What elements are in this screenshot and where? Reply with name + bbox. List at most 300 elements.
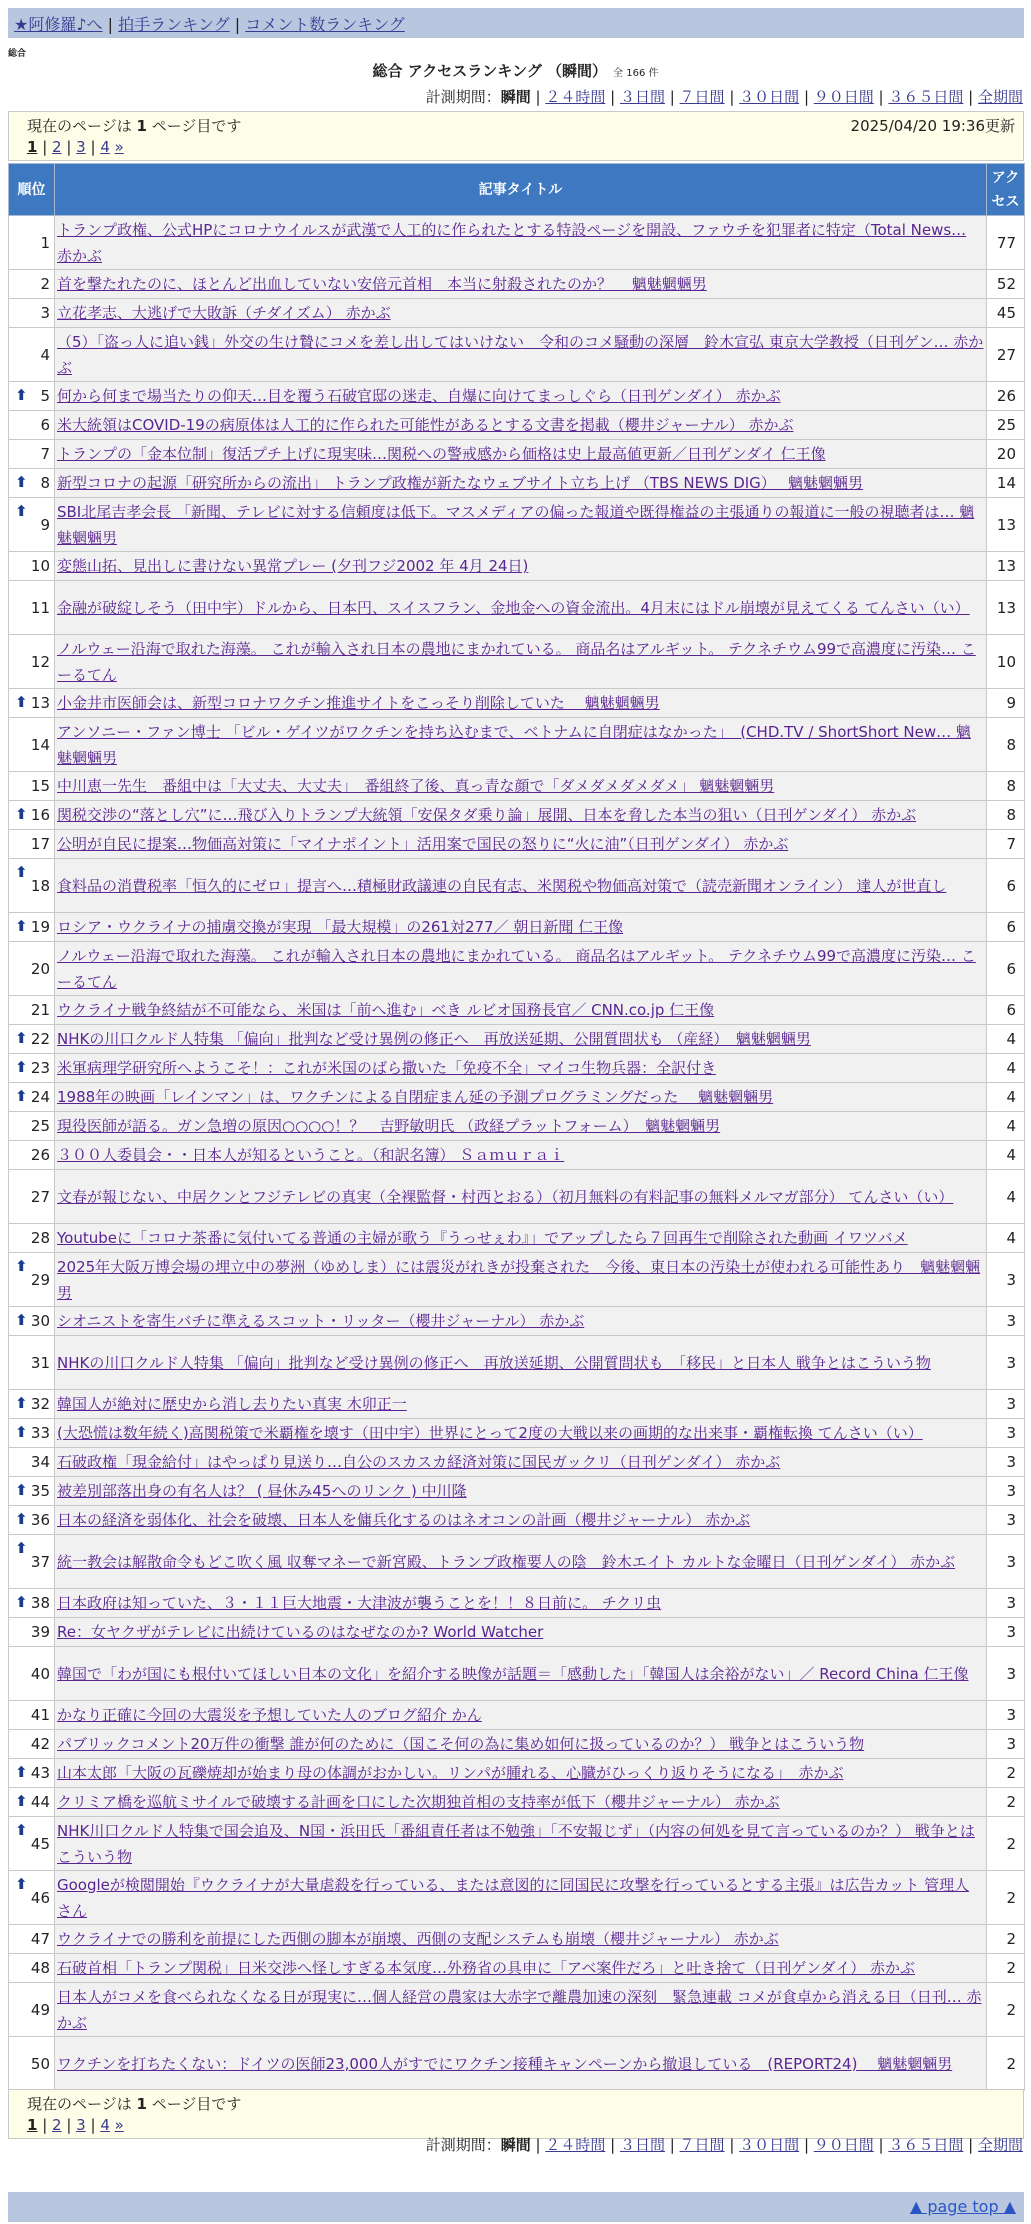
up-arrow-icon: ⬆: [15, 1087, 28, 1105]
period-separator: |: [799, 88, 814, 106]
rank-cell: [9, 1083, 55, 1112]
title-cell: [55, 1535, 987, 1589]
table-row: [9, 299, 1025, 328]
rank-cell: [9, 635, 55, 689]
rank-cell: [9, 1759, 55, 1788]
table-row: [9, 1506, 1025, 1535]
period-link[interactable]: ３日間: [619, 88, 665, 106]
article-title-link[interactable]: 公明が自民に提案…物価高対策に「マイナポイント」活用案で国民の怒りに“火に油”（日刊ゲンダイ） 赤かぶ: [57, 835, 789, 853]
total-count: 全 166 件: [613, 68, 659, 79]
rank-cell: [9, 1589, 55, 1618]
rank-cell: [9, 1788, 55, 1817]
article-title-link[interactable]: パブリックコメント20万件の衝撃 誰が何のために（国こそ何の為に集め如何に扱っているのか？） 戦争とはこういう物: [57, 1735, 865, 1753]
period-separator: |: [530, 2136, 546, 2154]
access-count: 77: [996, 233, 1016, 252]
table-row: [9, 1589, 1025, 1618]
table-row: [9, 1983, 1025, 2037]
rank-number: 44: [30, 1793, 50, 1811]
access-count: 3: [1006, 1424, 1016, 1442]
table-row: [9, 635, 1025, 689]
rank-number: 15: [30, 777, 50, 795]
period-link[interactable]: ２４時間: [545, 88, 606, 106]
period-separator: |: [605, 2136, 620, 2154]
rank-cell: [9, 1618, 55, 1647]
table-row: [9, 1307, 1025, 1336]
article-title-link[interactable]: （5）「盗っ人に追い銭」外交の生け贄にコメを差し出してはいけない 令和のコメ騒動の深層 鈴木宣弘 東京大学教授（日刊ゲン… 赤かぶ: [57, 332, 984, 377]
table-row: [9, 498, 1025, 552]
page-links: [27, 2115, 1013, 2135]
rank-number: 34: [30, 1453, 50, 1471]
up-arrow-icon: ⬆: [15, 473, 28, 491]
page-link[interactable]: 2: [52, 138, 62, 156]
rank-cell: [9, 1925, 55, 1954]
rank-cell: [9, 299, 55, 328]
title-cell: [55, 328, 987, 382]
rank-number: 50: [30, 2054, 50, 2073]
rank-cell: [9, 2037, 55, 2091]
access-count: 8: [1006, 777, 1016, 795]
access-count-cell: [987, 1701, 1025, 1730]
rank-cell: [9, 270, 55, 299]
page-status-post: ページ目です: [151, 117, 242, 135]
period-separator: |: [605, 88, 620, 106]
access-count: 2: [1006, 1959, 1016, 1977]
title-cell: [55, 1112, 987, 1141]
access-count-cell: [987, 1448, 1025, 1477]
title-cell: [55, 299, 987, 328]
table-row: [9, 1448, 1025, 1477]
article-title-link[interactable]: 被差別部落出身の有名人は？ ( 昼休み45へのリンク ) 中川隆: [57, 1482, 467, 1500]
article-title-link[interactable]: ウクライナ戦争終結が不可能なら、米国は「前へ進む」べき ルビオ国務長官／ CNN.co.jp 仁王像: [57, 1001, 715, 1019]
access-count-cell: [987, 1506, 1025, 1535]
article-title-link[interactable]: クリミア橋を巡航ミサイルで破壊する計画を口にした次期独首相の支持率が低下（櫻井ジャーナル） 赤かぶ: [57, 1793, 780, 1811]
period-link[interactable]: ３６５日間: [888, 2136, 964, 2154]
home-link[interactable]: ★阿修羅♪へ: [14, 15, 103, 34]
access-count-cell: [987, 270, 1025, 299]
access-count: 13: [996, 598, 1016, 617]
rank-cell: [9, 1141, 55, 1170]
page-separator: |: [61, 138, 77, 156]
rank-cell: [9, 1730, 55, 1759]
up-arrow-icon: ⬆: [15, 1423, 28, 1441]
rank-number: 23: [30, 1059, 50, 1077]
title-header: 記事タイトル: [55, 164, 987, 216]
table-row: [9, 552, 1025, 581]
access-count-cell: [987, 1224, 1025, 1253]
access-count-cell: [987, 440, 1025, 469]
title-cell: [55, 1224, 987, 1253]
rank-number: 19: [30, 918, 50, 936]
article-title-link[interactable]: 中川恵一先生 番組中は「大丈夫、大丈夫」 番組終了後、真っ青な顔で「ダメダメダメダメ」 魑魅魍魎男: [57, 777, 775, 795]
access-count-cell: [987, 469, 1025, 498]
rank-number: 18: [30, 876, 50, 895]
title-cell: [55, 270, 987, 299]
access-count: 4: [1006, 1117, 1016, 1135]
article-title-link[interactable]: 統一教会は解散命令もどこ吹く風 収奪マネーで新宮殿、トランプ政権要人の陰 鈴木エイト カルトな金曜日（日刊ゲンダイ） 赤かぶ: [57, 1552, 956, 1571]
table-row: [9, 1618, 1025, 1647]
next-page-link[interactable]: »: [114, 138, 124, 156]
page-status-number: 1: [136, 2095, 147, 2113]
rank-number: 21: [30, 1001, 50, 1019]
title-cell: [55, 1817, 987, 1871]
table-row: [9, 1759, 1025, 1788]
access-count: 6: [1006, 876, 1016, 895]
page-status-number: 1: [136, 117, 147, 135]
rank-number: 17: [30, 835, 50, 853]
table-row: [9, 2037, 1025, 2091]
rank-number: 16: [30, 806, 50, 824]
table-row: [9, 1788, 1025, 1817]
rank-number: 8: [40, 474, 50, 492]
access-count: 3: [1006, 1395, 1016, 1413]
up-arrow-icon: ⬆: [15, 1539, 28, 1557]
access-count-cell: [987, 411, 1025, 440]
period-link[interactable]: ３６５日間: [888, 88, 964, 106]
page-status-post: ページ目です: [151, 2095, 242, 2113]
article-title-link[interactable]: トランプ政権、公式HPにコロナウイルスが武漢で人工的に作られたとする特設ページを開設、ファウチを犯罪者に特定（Total News… 赤かぶ: [57, 220, 967, 265]
period-selector-bottom: [426, 2134, 1023, 2155]
article-title-link[interactable]: アンソニー・ファン博士 「ビル・ゲイツがワクチンを持ち込むまで、ベトナムに自閉症はなかった」 (CHD.TV / ShortShort New… 魑魅魍魎男: [57, 722, 971, 767]
updated-timestamp: 2025/04/20 19:36更新: [850, 117, 1015, 135]
title-cell: [55, 1954, 987, 1983]
page-link[interactable]: 4: [100, 2116, 110, 2134]
applause-ranking-link[interactable]: 拍手ランキング: [118, 15, 230, 34]
access-count-cell: [987, 830, 1025, 859]
article-title-link[interactable]: 首を撃たれたのに、ほとんど出血していない安倍元首相 本当に射殺されたのか？ 魑魅魍魎男: [57, 275, 707, 293]
rank-cell: [9, 1307, 55, 1336]
article-title-link[interactable]: 日本人がコメを食べられなくなる日が現実に…個人経営の農家は大赤字で離農加速の深刻 緊急連載 コメが食卓から消える日（日刊… 赤かぶ: [57, 1987, 982, 2032]
table-row: [9, 1170, 1025, 1224]
rank-number: 28: [30, 1229, 50, 1247]
title-cell: [55, 2037, 987, 2091]
rank-cell: [9, 1170, 55, 1224]
article-title-link[interactable]: NHKの川口クルド人特集 「偏向」批判など受け異例の修正へ 再放送延期、公開質問状も （産経） 魑魅魍魎男: [57, 1030, 811, 1048]
table-row: [9, 270, 1025, 299]
title-cell: [55, 1083, 987, 1112]
period-separator: |: [664, 88, 680, 106]
title-cell: [55, 913, 987, 942]
title-cell: [55, 1170, 987, 1224]
up-arrow-icon: ⬆: [15, 863, 28, 881]
access-count: 13: [996, 557, 1016, 575]
article-title-link[interactable]: Googleが検閲開始『ウクライナが大量虐殺を行っている、または意図的に同国民に攻撃を行っているとする主張』は広告カット 管理人さん: [57, 1875, 970, 1920]
access-count-cell: [987, 913, 1025, 942]
title-cell: [55, 382, 987, 411]
table-row: [9, 859, 1025, 913]
title-cell: [55, 1871, 987, 1925]
rank-number: 39: [30, 1623, 50, 1641]
page-separator: |: [85, 138, 101, 156]
article-title-link[interactable]: 石破首相「トランプ関税」日米交渉へ怪しすぎる本気度…外務省の具申に「アベ案件だろ」と吐き捨て（日刊ゲンダイ） 赤かぶ: [57, 1959, 915, 1977]
table-row: [9, 1083, 1025, 1112]
access-count-cell: [987, 1647, 1025, 1701]
article-title-link[interactable]: 何から何まで場当たりの仰天…目を覆う石破官邸の迷走、自爆に向けてまっしぐら（日刊ゲンダイ） 赤かぶ: [57, 387, 781, 405]
table-row: [9, 1701, 1025, 1730]
access-count: 14: [996, 474, 1016, 492]
title-cell: [55, 411, 987, 440]
page-separator: |: [85, 2116, 101, 2134]
access-count: 8: [1006, 735, 1016, 754]
access-count: 45: [996, 304, 1016, 322]
access-count: 3: [1006, 1312, 1016, 1330]
access-count: 4: [1006, 1187, 1016, 1206]
article-title-link[interactable]: SBI北尾吉孝会長 「新聞、テレビに対する信頼度は低下。マスメディアの偏った報道や既得権益の主張通りの報道に一般の視聴者は… 魑魅魍魎男: [57, 502, 975, 547]
up-arrow-icon: ⬆: [15, 1257, 28, 1275]
title-cell: [55, 552, 987, 581]
table-row: [9, 1025, 1025, 1054]
article-title-link[interactable]: 1988年の映画「レインマン」は、ワクチンによる自閉症まん延の予測プログラミングだった 魑魅魍魎男: [57, 1088, 774, 1106]
article-title-link[interactable]: ワクチンを打ちたくない：ドイツの医師23,000人がすでにワクチン接種キャンペーンから撤退している (REPORT24) 魑魅魍魎男: [57, 2054, 953, 2073]
access-count-cell: [987, 1788, 1025, 1817]
article-title-link[interactable]: 小金井市医師会は、新型コロナワクチン推進サイトをこっそり削除していた 魑魅魍魎男: [57, 694, 660, 712]
access-count: 2: [1006, 1888, 1016, 1907]
table-row: [9, 1925, 1025, 1954]
rank-cell: [9, 1647, 55, 1701]
period-link[interactable]: ７日間: [679, 88, 725, 106]
table-row: [9, 411, 1025, 440]
period-separator: |: [963, 88, 978, 106]
table-row: [9, 1730, 1025, 1759]
rank-cell: [9, 382, 55, 411]
rank-number: 38: [30, 1594, 50, 1612]
period-link[interactable]: ７日間: [679, 2136, 725, 2154]
page-separator: |: [61, 2116, 77, 2134]
access-count: 7: [1006, 835, 1016, 853]
page-link[interactable]: 3: [76, 138, 86, 156]
page-top-link[interactable]: ▲ page top ▲: [909, 2197, 1016, 2216]
article-title-link[interactable]: 文春が報じない、中居クンとフジテレビの真実（全裸監督・村西とおる）（初月無料の有料記事の無料メルマガ部分） てんさい（い）: [57, 1187, 954, 1206]
access-count-cell: [987, 552, 1025, 581]
top-nav-bar: [8, 8, 1024, 38]
article-title-link[interactable]: (大恐慌は数年続く)高関税策で米覇権を壊す（田中宇）世界にとって2度の大戦以来の画期的な出来事・覇権転換 てんさい（い）: [57, 1424, 923, 1442]
period-link[interactable]: ３０日間: [739, 2136, 800, 2154]
article-title-link[interactable]: 山本太郎「大阪の瓦礫焼却が始まり母の体調がおかしい。リンパが腫れる、心臓がひっくり返りそうになる」 赤かぶ: [57, 1764, 844, 1782]
access-count-cell: [987, 1253, 1025, 1307]
rank-cell: [9, 1112, 55, 1141]
up-arrow-icon: ⬆: [15, 805, 28, 823]
period-link[interactable]: ２４時間: [545, 2136, 606, 2154]
article-title-link[interactable]: 新型コロナの起源「研究所からの流出」 トランプ政権が新たなウェブサイト立ち上げ （TBS NEWS DIG） 魑魅魍魎男: [57, 474, 864, 492]
table-row: [9, 772, 1025, 801]
rank-number: 24: [30, 1088, 50, 1106]
article-title-link[interactable]: 米大統領はCOVID-19の病原体は人工的に作られた可能性があるとする文書を掲載（櫻井ジャーナル） 赤かぶ: [57, 416, 794, 434]
access-count: 4: [1006, 1030, 1016, 1048]
access-count-cell: [987, 1307, 1025, 1336]
article-title-link[interactable]: 2025年大阪万博会場の埋立中の夢洲（ゆめしま）には震災がれきが投棄された 今後、東日本の汚染土が使われる可能性あり 魑魅魍魎男: [57, 1257, 981, 1302]
table-row: [9, 1817, 1025, 1871]
access-count: 10: [996, 652, 1016, 671]
table-row: [9, 689, 1025, 718]
rank-cell: [9, 830, 55, 859]
access-count: 4: [1006, 1229, 1016, 1247]
title-cell: [55, 498, 987, 552]
title-cell: [55, 689, 987, 718]
rank-number: 22: [30, 1030, 50, 1048]
access-count: 3: [1006, 1511, 1016, 1529]
access-count-cell: [987, 689, 1025, 718]
access-count: 2: [1006, 2000, 1016, 2019]
article-title-link[interactable]: 日本政府は知っていた、３・１１巨大地震・大津波が襲うことを！！８日前に。 チクリ虫: [57, 1594, 662, 1612]
up-arrow-icon: ⬆: [15, 1763, 28, 1781]
access-count-cell: [987, 1025, 1025, 1054]
article-title-link[interactable]: 日本の経済を弱体化、社会を破壊、日本人を傭兵化するのはネオコンの計画（櫻井ジャーナル） 赤かぶ: [57, 1511, 751, 1529]
title-cell: [55, 1307, 987, 1336]
rank-cell: [9, 1025, 55, 1054]
up-arrow-icon: ⬆: [15, 1394, 28, 1412]
article-title-link[interactable]: Youtubeに「コロナ茶番に気付いてる普通の主婦が歌う『うっせぇわ』」でアップしたら７回再生で削除された動画 イワツバメ: [57, 1229, 908, 1247]
next-page-link[interactable]: »: [114, 2116, 124, 2134]
period-separator: |: [799, 2136, 814, 2154]
article-title-link[interactable]: NHK川口クルド人特集で国会追及、N国・浜田氏「番組責任者は不勉強」「不安報じず」（内容の何処を見て言っているのか？） 戦争とはこういう物: [57, 1821, 975, 1866]
article-title-link[interactable]: 金融が破綻しそう（田中宇）ドルから、日本円、スイスフラン、金地金への資金流出。4月末にはドル崩壊が見えてくる てんさい（い）: [57, 598, 970, 617]
access-count-cell: [987, 1083, 1025, 1112]
rank-number: 37: [30, 1552, 50, 1571]
article-title-link[interactable]: 立花孝志、大逃げで大敗訴（チダイズム） 赤かぶ: [57, 304, 391, 322]
rank-cell: [9, 689, 55, 718]
title-cell: [55, 859, 987, 913]
rank-number: 4: [40, 345, 50, 364]
article-title-link[interactable]: 食料品の消費税率「恒久的にゼロ」提言へ…積極財政議連の自民有志、米関税や物価高対策で（読売新聞オンライン） 達人が世直し: [57, 876, 947, 895]
table-row: [9, 440, 1025, 469]
article-title-link[interactable]: トランプの「金本位制」復活プチ上げに現実味…関税への警戒感から価格は史上最高値更新／日刊ゲンダイ 仁王像: [57, 445, 826, 463]
article-title-link[interactable]: 米軍病理学研究所へようこそ！：これが米国のばら撒いた「免疫不全」マイコ生物兵器：全訳付き: [57, 1059, 717, 1077]
access-count-cell: [987, 942, 1025, 996]
rank-cell: [9, 1336, 55, 1390]
page-link[interactable]: 2: [52, 2116, 62, 2134]
page-link[interactable]: 4: [100, 138, 110, 156]
rank-cell: [9, 581, 55, 635]
table-row: [9, 1647, 1025, 1701]
table-row: [9, 382, 1025, 411]
article-title-link[interactable]: Re：女ヤクザがテレビに出続けているのはなぜなのか? World Watcher: [57, 1623, 544, 1641]
bottom-bar: [8, 2192, 1024, 2222]
access-count-cell: [987, 635, 1025, 689]
article-title-link[interactable]: 韓国で「わが国にも根付いてほしい日本の文化」を紹介する映像が話題＝「感動した」「韓国人は余裕がない」／ Record China 仁王像: [57, 1664, 969, 1683]
title-cell: [55, 440, 987, 469]
rank-number: 49: [30, 2000, 50, 2019]
access-count-cell: [987, 1390, 1025, 1419]
title-cell: [55, 635, 987, 689]
article-title-link[interactable]: ウクライナでの勝利を前提にした西側の脚本が崩壊、西側の支配システムも崩壊（櫻井ジャーナル） 赤かぶ: [57, 1930, 779, 1948]
title-cell: [55, 1589, 987, 1618]
table-row: [9, 1419, 1025, 1448]
access-count: 26: [996, 387, 1016, 405]
article-title-link[interactable]: 石破政権「現金給付」はやっぱり見送り…自公のスカスカ経済対策に国民ガックリ（日刊ゲンダイ） 赤かぶ: [57, 1453, 781, 1471]
access-count: 9: [1006, 694, 1016, 712]
access-count: 3: [1006, 1735, 1016, 1753]
title-cell: [55, 1025, 987, 1054]
article-title-link[interactable]: ロシア・ウクライナの捕虜交換が実現 「最大規模」の261対277／ 朝日新聞 仁王像: [57, 918, 624, 936]
period-separator: |: [873, 88, 889, 106]
access-count: 3: [1006, 1353, 1016, 1372]
article-title-link[interactable]: NHKの川口クルド人特集 「偏向」批判など受け異例の修正へ 再放送延期、公開質問状も 「移民」と日本人 戦争とはこういう物: [57, 1353, 931, 1372]
title-cell: [55, 1054, 987, 1083]
rank-cell: [9, 469, 55, 498]
rank-cell: [9, 411, 55, 440]
article-title-link[interactable]: 変態山拓、見出しに書けない異常プレー (夕刊フジ2002 年 4月 24日): [57, 557, 529, 575]
article-title-link[interactable]: かなり正確に今回の大震災を予想していた人のブログ紹介 かん: [57, 1706, 482, 1724]
article-title-link[interactable]: ３００人委員会・・日本人が知るということ。（和訳名簿） Ｓａｍｕｒａｉ: [57, 1146, 565, 1164]
article-title-link[interactable]: 関税交渉の“落とし穴”に…飛び入りトランプ大統領「安保タダ乗り論」展開、日本を脅した本当の狙い（日刊ゲンダイ） 赤かぶ: [57, 806, 917, 824]
nav-separator: |: [107, 15, 119, 34]
table-row: [9, 216, 1025, 270]
period-link[interactable]: ３０日間: [739, 88, 800, 106]
access-count: 3: [1006, 1706, 1016, 1724]
rank-number: 10: [30, 557, 50, 575]
page-link[interactable]: 3: [76, 2116, 86, 2134]
title-cell: [55, 1759, 987, 1788]
access-count-cell: [987, 1170, 1025, 1224]
rank-cell: [9, 1871, 55, 1925]
table-row: [9, 328, 1025, 382]
rank-cell: [9, 1390, 55, 1419]
rank-number: 45: [30, 1834, 50, 1853]
rank-number: 27: [30, 1187, 50, 1206]
access-count-cell: [987, 328, 1025, 382]
period-link[interactable]: 全期間: [977, 88, 1023, 106]
article-title-link[interactable]: 現役医師が語る。ガン急増の原因○○○○！？ 吉野敏明氏 （政経プラットフォーム） 魑魅魍魎男: [57, 1117, 721, 1135]
access-count: 6: [1006, 918, 1016, 936]
rank-cell: [9, 1448, 55, 1477]
title-cell: [55, 942, 987, 996]
period-link[interactable]: ９０日間: [813, 88, 874, 106]
table-row: [9, 1112, 1025, 1141]
section-label: 総合: [8, 49, 27, 59]
period-link[interactable]: ３日間: [619, 2136, 665, 2154]
table-row: [9, 1054, 1025, 1083]
article-title-link[interactable]: 韓国人が絶対に歴史から消し去りたい真実 木卯正一: [57, 1395, 407, 1413]
title-cell: [55, 772, 987, 801]
access-count-cell: [987, 1954, 1025, 1983]
access-count: 4: [1006, 1146, 1016, 1164]
rank-number: 3: [40, 304, 50, 322]
title-cell: [55, 1253, 987, 1307]
period-label: 計測期間：: [425, 88, 501, 106]
access-count-cell: [987, 1759, 1025, 1788]
up-arrow-icon: ⬆: [15, 1510, 28, 1528]
rank-cell: [9, 1224, 55, 1253]
rank-cell: [9, 801, 55, 830]
access-count: 3: [1006, 1552, 1016, 1571]
table-row: [9, 942, 1025, 996]
access-count: 4: [1006, 1088, 1016, 1106]
table-row: [9, 996, 1025, 1025]
period-link[interactable]: 全期間: [977, 2136, 1023, 2154]
rank-number: 32: [30, 1395, 50, 1413]
page-status: [27, 2093, 1013, 2115]
access-count-cell: [987, 859, 1025, 913]
rank-number: 26: [30, 1146, 50, 1164]
period-link[interactable]: ９０日間: [813, 2136, 874, 2154]
up-arrow-icon: ⬆: [15, 386, 28, 404]
comment-ranking-link[interactable]: コメント数ランキング: [245, 15, 405, 34]
access-count-cell: [987, 581, 1025, 635]
article-title-link[interactable]: ノルウェー沿海で取れた海藻。 これが輸入され日本の農地にまかれている。 商品名はアルギット。 テクネチウム99で高濃度に汚染… こーるてん: [57, 639, 976, 684]
page-separator: |: [37, 138, 53, 156]
access-count-cell: [987, 382, 1025, 411]
article-title-link[interactable]: ノルウェー沿海で取れた海藻。 これが輸入され日本の農地にまかれている。 商品名はアルギット。 テクネチウム99で高濃度に汚染… こーるてん: [57, 946, 976, 991]
title-cell: [55, 718, 987, 772]
access-count-cell: [987, 1336, 1025, 1390]
table-row: [9, 830, 1025, 859]
rank-cell: [9, 1701, 55, 1730]
title-cell: [55, 801, 987, 830]
period-selector-top: [426, 86, 1023, 107]
access-count: 3: [1006, 1623, 1016, 1641]
access-count: 3: [1006, 1664, 1016, 1683]
article-title-link[interactable]: シオニストを寄生バチに準えるスコット・リッター（櫻井ジャーナル） 赤かぶ: [57, 1312, 585, 1330]
rank-number: 25: [30, 1117, 50, 1135]
